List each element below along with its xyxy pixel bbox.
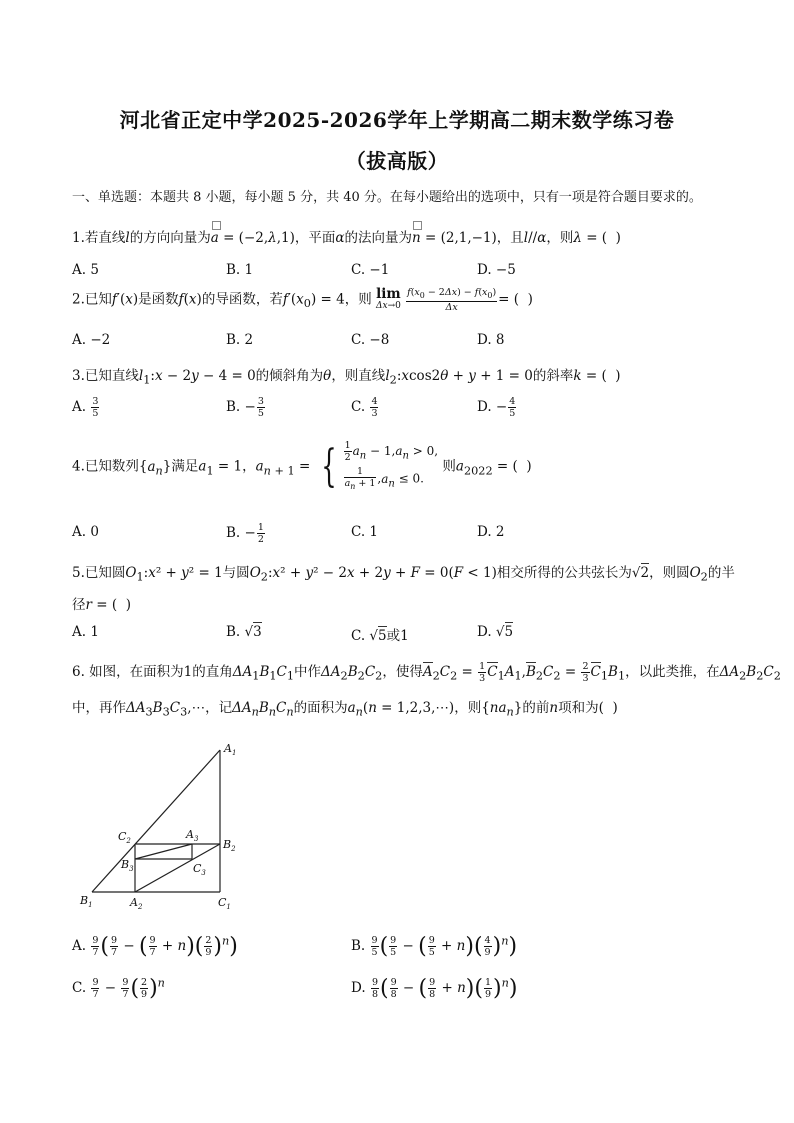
q6-option-c: C. $\frac{9}{7}$ − $\frac{9}{7}$ ( $\frac{2}{9}$ )$^n$ bbox=[72, 976, 165, 1001]
q3-option-b: B. − $\frac{3}{5}$ bbox=[226, 396, 264, 419]
question-3: 3.已知直线$l_1:x - 2y - 4 = 0$的倾斜角为θ，则直线$l_2:xcos2\theta + y + 1 = 0$的斜率k = ( ) bbox=[72, 368, 621, 387]
q6-option-a: A. $\frac{9}{7}$ ( $\frac{9}{7}$ − ( $\frac{9}{7}$ + n)( $\frac{2}{9}$ )$^n$) bbox=[72, 934, 238, 959]
label-a3: $A_3$ bbox=[186, 828, 199, 843]
q6-option-b: B. $\frac{9}{5}$ ( $\frac{9}{5}$ − ( $\frac{9}{5}$ + n)( $\frac{4}{9}$ )$^n$) bbox=[351, 934, 518, 959]
question-1: 1.若直线l的方向向量为 a = (−2,λ,1)，平面α的法向量为 n = (2,1,−1)，且l//α，则λ = ( ) bbox=[72, 226, 621, 246]
q5-option-a: A. 1 bbox=[72, 624, 99, 640]
question-2: 2.已知f′(x)是函数f(x)的导函数，若$f'(x_0) = 4$，则 lim Δx→0 $\frac{f(x_0 - 2\Delta x) - f(x_0)}{\Delta x}$ = ( ) bbox=[72, 285, 533, 313]
q6-option-d: D. $\frac{9}{8}$ ( $\frac{9}{8}$ − ( $\frac{9}{8}$ + n)( $\frac{1}{9}$ )$^n$) bbox=[351, 976, 518, 1001]
q4-option-b: B. − $\frac{1}{2}$ bbox=[226, 522, 264, 545]
q1-option-b: B. 1 bbox=[226, 262, 254, 278]
q5-option-b: B. √3 bbox=[226, 624, 262, 640]
q3-option-a: A. $\frac{3}{5}$ bbox=[72, 396, 99, 419]
section-heading: 一、单选题：本题共 8 小题，每小题 5 分，共 40 分。在每小题给出的选项中，只有一项是符合题目要求的。 bbox=[72, 190, 702, 205]
q2-option-a: A. −2 bbox=[72, 332, 111, 348]
q1-option-a: A. 5 bbox=[72, 262, 99, 278]
segment-a2-b2 bbox=[135, 844, 220, 892]
question-6-cont: 中，再作$\Delta A_3B_3C_3,\cdots$，记$\Delta A_nB_nC_n$的面积为$a_n(n$ = 1,2,3,⋯)，则$\{na_n\}$的前n项和为( ) bbox=[72, 700, 618, 719]
q5-option-c: C. √5或1 bbox=[351, 628, 409, 644]
triangle-figure bbox=[72, 738, 252, 910]
q4-option-c: C. 1 bbox=[351, 524, 379, 540]
q3-option-c: C. $\frac{4}{3}$ bbox=[351, 396, 378, 419]
q4-option-a: A. 0 bbox=[72, 524, 99, 540]
label-c2: $C_2$ bbox=[118, 830, 131, 845]
q3-option-d: D. − $\frac{4}{5}$ bbox=[477, 396, 516, 419]
label-b3: $B_3$ bbox=[121, 858, 134, 873]
label-a2: $A_2$ bbox=[130, 896, 143, 910]
q2-option-b: B. 2 bbox=[226, 332, 254, 348]
label-a1: $A_1$ bbox=[224, 742, 237, 757]
page-subtitle: （拔高版） bbox=[345, 149, 449, 173]
question-6: 6. 如图，在面积为1的直角$\Delta A_1B_1C_1$中作$\Delta A_2B_2C_2$，使得$A_2C_2$ = $\frac{1}{3}$ $C_1A_1,B_2C_2$ = $\frac{2}{3}$ $C_1B_1$，以此类推，在$\Delta A_2B_2C_2$ bbox=[72, 661, 781, 684]
q1-option-c: C. −1 bbox=[351, 262, 390, 278]
question-4: 4.已知数列$\{a_n\}$满足$a_1 = 1$，$a_{n + 1}$ = { $\frac{1}{2}$ $a_n - 1,a_n > 0$, $\frac{1}{a_n + 1}$ $,a_n \le 0$. 则$a_{2022}$ = ( ) bbox=[72, 440, 532, 493]
label-b1: $B_1$ bbox=[80, 894, 93, 909]
q5-option-d: D. √5 bbox=[477, 624, 514, 640]
q1-option-d: D. −5 bbox=[477, 262, 516, 278]
segment-b3-a3 bbox=[135, 844, 192, 859]
q2-option-c: C. −8 bbox=[351, 332, 390, 348]
label-c1: $C_1$ bbox=[218, 896, 231, 910]
q2-option-d: D. 8 bbox=[477, 332, 505, 348]
page-title: 河北省正定中学2025-2026学年上学期高二期末数学练习卷 bbox=[119, 108, 675, 132]
label-c3: $C_3$ bbox=[193, 862, 206, 877]
question-5-cont: 径r = ( ) bbox=[72, 597, 131, 613]
label-b2: $B_2$ bbox=[223, 838, 236, 853]
q4-option-d: D. 2 bbox=[477, 524, 505, 540]
question-5: 5.已知圆$O_1:x^2 + y^2 = 1$与圆$O_2:x^2 + y^2 - 2x + 2y + F = 0(F < 1)$相交所得的公共弦长为√2，则圆$O_2$的半 bbox=[72, 565, 735, 584]
